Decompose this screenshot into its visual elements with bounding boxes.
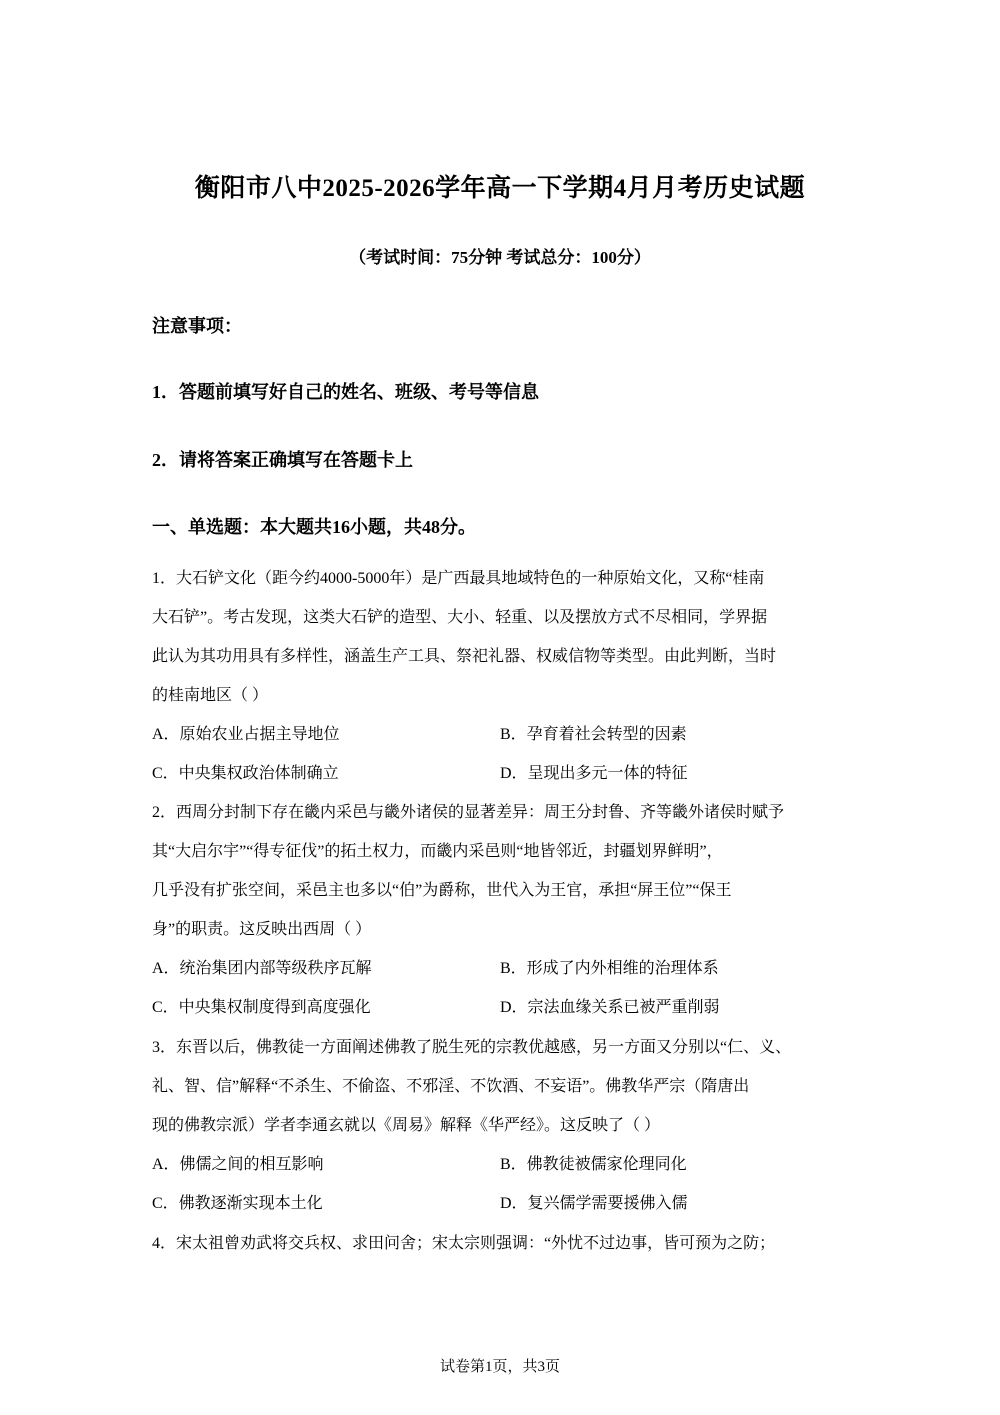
- option-a: A．原始农业占据主导地位: [152, 726, 340, 743]
- option-b: B．孕育着社会转型的因素: [500, 726, 687, 743]
- question-1: [152, 559, 867, 715]
- option-d: D．宗法血缘关系已被严重削弱: [500, 999, 720, 1016]
- question-text-line: 1．大石铲文化（距今约4000-5000年）是广西最具地域特色的一种原始文化，又称“桂南: [152, 570, 765, 587]
- option-c: C．中央集权政治体制确立: [152, 765, 339, 782]
- question-2: [152, 793, 867, 949]
- option-c: C．佛教逐渐实现本土化: [152, 1195, 323, 1212]
- question-text-line: 3．东晋以后，佛教徒一方面阐述佛教了脱生死的宗教优越感，另一方面又分别以“仁、义、: [152, 1039, 792, 1056]
- notice-heading: 注意事项：: [152, 316, 242, 336]
- question-text-line: 此认为其功用具有多样性，涵盖生产工具、祭祀礼器、权威信物等类型。由此判断，当时: [152, 648, 777, 665]
- question-text-line: 礼、智、信”解释“不杀生、不偷盗、不邪淫、不饮酒、不妄语”。佛教华严宗（隋唐出: [152, 1078, 750, 1095]
- question-text-line: 大石铲”。考古发现，这类大石铲的造型、大小、轻重、以及摆放方式不尽相同，学界据: [152, 609, 768, 626]
- exam-info: （考试时间：75分钟 考试总分：100分）: [349, 248, 651, 267]
- option-b: B．形成了内外相维的治理体系: [500, 960, 719, 977]
- question-3-options: [152, 1145, 867, 1223]
- option-c: C．中央集权制度得到高度强化: [152, 999, 371, 1016]
- question-2-options: [152, 949, 867, 1027]
- question-text-line: 的桂南地区（ ）: [152, 687, 269, 704]
- question-text-line: 4．宋太祖曾劝武将交兵权、求田问舍；宋太宗则强调：“外忧不过边事，皆可预为之防；: [152, 1235, 776, 1252]
- notice-item: 1．答题前填写好自己的姓名、班级、考号等信息: [152, 382, 539, 402]
- notice-item: 2．请将答案正确填写在答题卡上: [152, 450, 413, 470]
- option-d: D．复兴儒学需要援佛入儒: [500, 1195, 688, 1212]
- question-text-line: 2．西周分封制下存在畿内采邑与畿外诸侯的显著差异：周王分封鲁、齐等畿外诸侯时赋予: [152, 804, 785, 821]
- section-heading: 一、单选题：本大题共16小题，共48分。: [152, 517, 476, 537]
- question-text-line: 现的佛教宗派）学者李通玄就以《周易》解释《华严经》。这反映了（ ）: [152, 1117, 661, 1134]
- page-title: 衡阳市八中2025-2026学年高一下学期4月月考历史试题: [194, 175, 806, 202]
- question-4: [152, 1224, 867, 1263]
- question-text-line: 其“大启尔宇”“得专征伐”的拓土权力，而畿内采邑则“地皆邻近，封疆划界鲜明”，: [152, 843, 723, 860]
- question-1-options: [152, 715, 867, 793]
- option-a: A．佛儒之间的相互影响: [152, 1156, 324, 1173]
- option-a: A．统治集团内部等级秩序瓦解: [152, 960, 372, 977]
- question-text-line: 几乎没有扩张空间，采邑主也多以“伯”为爵称，世代入为王官，承担“屏王位”“保王: [152, 882, 732, 899]
- page-footer: 试卷第1页，共3页: [439, 1359, 560, 1375]
- question-text-line: 身”的职责。这反映出西周（ ）: [152, 921, 372, 938]
- question-3: [152, 1028, 867, 1145]
- option-b: B．佛教徒被儒家伦理同化: [500, 1156, 687, 1173]
- option-d: D．呈现出多元一体的特征: [500, 765, 688, 782]
